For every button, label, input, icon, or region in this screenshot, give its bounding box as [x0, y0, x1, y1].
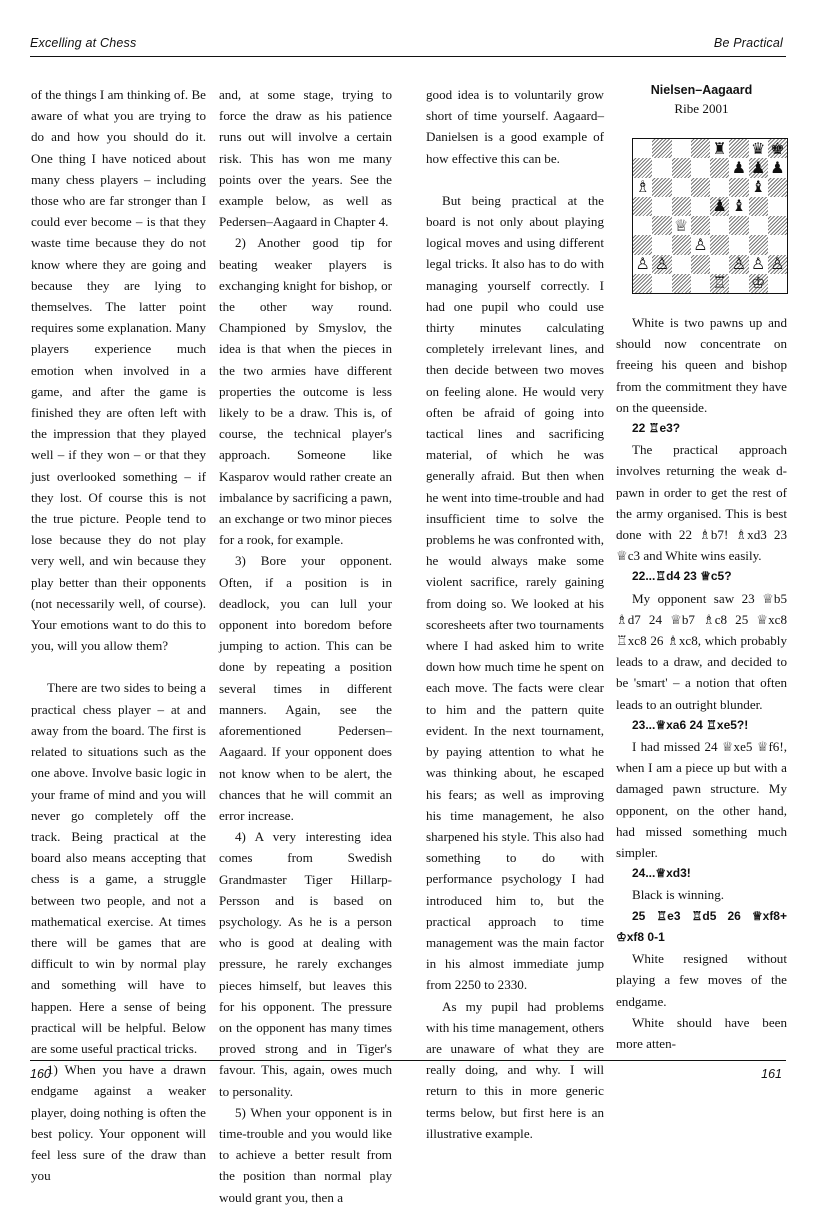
board-square [672, 139, 691, 158]
board-square [710, 216, 729, 235]
board-square [672, 158, 691, 177]
paragraph: 5) When your opponent is in time-trouble and you would like to achieve a better result from the position than normal play would grant you, then a [219, 1104, 392, 1205]
board-square [768, 158, 787, 177]
board-square [691, 197, 710, 216]
paragraph: There are two sides to being a practical chess player – at and away from the board. The first is related to situations such as the one above. Involve basic logic in your frame of mind and you will never go completely off the track. Being practical at the board also means accepting that chess is a game, a struggle between two people, and not a mathematical exercise. At times there will be games that are difficult to win by normal play and something will have to happen. Here a sense of being practical will be helpful. Below are some useful practical tricks. [31, 680, 206, 1056]
paragraph: Black is winning. [632, 887, 725, 903]
board-square [749, 158, 768, 177]
paragraph: 2) Another good tip for beating weaker players is exchanging knight for bishop, or the other way round. Championed by Smyslov, the idea is that when the pieces in the two armies have different properties the outcome is less likely to be a draw. This is, of course, the technical player's approach. Someone like Kasparov would rather create an imbalance by sacrificing a pawn, an exchange or two minor pieces for a rook, for example. [219, 235, 392, 548]
chess-piece: ♗ [635, 177, 650, 197]
board-square [710, 255, 729, 274]
chess-piece: ♜ [712, 138, 727, 158]
chess-piece: ♙ [770, 254, 785, 274]
paragraph: and, at some stage, trying to force the draw as his patience runs out will involve a certain risk. This has won me many points over the years. See the example below, as well as Pedersen–Aagaard in Chapter 4. [219, 87, 392, 230]
chess-piece: ♟ [770, 157, 785, 177]
paragraph: I had missed 24 ♕xe5 ♕f6!, when I am a piece up but with a damaged pawn structure. My opponent, on the other hand, had missed something much simpler. [616, 739, 787, 861]
board-square [710, 235, 729, 254]
chess-piece: ♟ [731, 157, 747, 177]
board-square [652, 255, 671, 274]
board-square [749, 216, 768, 235]
board-square [652, 139, 671, 158]
board-square [729, 255, 748, 274]
board-square [710, 274, 729, 293]
board-square [691, 235, 710, 254]
paragraph: of the things I am thinking of. Be aware of what you are trying to do and how you should do it. One thing I have noticed about many chess players – including those who are far stronger than I could ever become – is that they waste time because they do not know where they are going and because they are lying to themselves. The latter point requires some explanation. Many players experience much emotion when involved in a game, and after the game is finished they are often left with the impression that they played well – if they won – or that they just overlooked something – if they lost. Of course this is not the true picture. People tend to lose because they do not play very well, and win because they play better than their opponents (not necessarily well, of course). Your emotions want to do this to you, will you allow them? [31, 87, 206, 654]
paragraph: 4) A very interesting idea comes from Swedish Grandmaster Tiger Hillarp-Persson and is based on psychology. As he is a person who is good at dealing with pressure, he rarely exchanges pieces himself, but leaves this for his opponent. The pressure on the opponent has many times proved strong and in Tiger's favour. This, again, owes much to personality. [219, 829, 392, 1099]
column-3 [426, 84, 604, 1144]
board-square [749, 139, 768, 158]
board-square [672, 216, 691, 235]
move-text: 25 ♖e3 ♖d5 26 ♕xf8+ ♔xf8 0-1 [616, 908, 787, 944]
move-text: 22 ♖e3? [632, 421, 681, 436]
board-square [749, 274, 768, 293]
board-square [768, 255, 787, 274]
game-event: Ribe 2001 [674, 101, 729, 116]
chess-piece: ♙ [654, 254, 670, 274]
chess-diagram [632, 138, 788, 294]
column-1 [31, 84, 206, 1186]
board-square [710, 197, 729, 216]
chess-board [633, 139, 787, 293]
chess-piece: ♟ [750, 157, 766, 177]
paragraph: White should have been more atten- [616, 1014, 787, 1051]
board-square [768, 274, 787, 293]
paragraph: But being practical at the board is not only about playing logical moves and using different legal tricks. It also has to do with managing yourself correctly. I had one pupil who could use thirty minutes calculating completely irrelevant lines, and then decide between two moves on feeling alone. He would very often be afraid of going into tactical lines and sacrificing material, of which he was generally afraid. But then when he went into time-trouble and had insufficient time to solve the problems he was confronted with, he would always make some violent sacrifice, rarely gaining from doing so. We looked at his scoresheets after two tournaments where I had asked him to write down how much time he spent on each move. The facts were clear to him and the pattern quite evident. In the next tournament, by paying attention to what he was thinking about, he escaped his fears; as well as improving his time management, he also sharpened his style. This also had something to do with performance psychology I had introduced him to, but the practical approach to time management was the main factor in his almost immediate jump from 2250 to 2330. [426, 192, 604, 993]
board-square [633, 158, 652, 177]
board-square [768, 235, 787, 254]
move-text: 22...♖d4 23 ♕c5? [632, 569, 732, 584]
footer-rule [30, 1060, 786, 1061]
chess-piece: ♖ [712, 273, 727, 293]
board-square [672, 197, 691, 216]
board-square [768, 139, 787, 158]
board-square [652, 235, 671, 254]
board-square [710, 158, 729, 177]
move-text: 23...♕xa6 24 ♖xe5?! [632, 717, 749, 732]
board-square [633, 197, 652, 216]
board-square [749, 255, 768, 274]
paragraph: As my pupil had problems with his time management, others are unaware of what they are really doing, and why. I will return to this in more generic terms below, but first here is an illustrative example. [426, 998, 604, 1141]
board-square [729, 178, 748, 197]
running-header-right: Be Practical [713, 36, 783, 50]
board-square [633, 274, 652, 293]
chess-piece: ♙ [731, 254, 747, 274]
paragraph: good idea is to voluntarily grow short of time yourself. Aagaard–Danielsen is a good example of how effective this can be. [426, 87, 604, 166]
chess-piece: ♟ [712, 196, 727, 216]
board-square [749, 197, 768, 216]
chess-piece: ♚ [770, 138, 785, 158]
board-square [729, 274, 748, 293]
board-square [768, 197, 787, 216]
move-text: 24...♕xd3! [632, 866, 691, 881]
game-title: Nielsen–Aagaard [650, 83, 753, 97]
board-square [633, 235, 652, 254]
page-number-left: 160 [30, 1067, 51, 1081]
page-number-right: 161 [761, 1067, 782, 1081]
board-square [691, 274, 710, 293]
board-square [691, 255, 710, 274]
board-square [652, 216, 671, 235]
chess-piece: ♕ [673, 215, 689, 235]
paragraph: The practical approach involves returning the weak d-pawn in order to get the rest of the army organised. This is best done with 22 ♗b7! ♗xd3 23 ♕c3 and White wins easily. [616, 442, 787, 564]
paragraph: White resigned without playing a few moves of the endgame. [616, 951, 787, 1009]
board-square [710, 178, 729, 197]
board-square [729, 216, 748, 235]
board-square [672, 255, 691, 274]
chess-piece: ♙ [635, 254, 650, 274]
chess-piece: ♝ [731, 196, 747, 216]
board-square [768, 178, 787, 197]
paragraph: My opponent saw 23 ♕b5 ♗d7 24 ♕b7 ♗c8 25 ♕xc8 ♖xc8 26 ♗xc8, which probably leads to a draw, and decided to be 'smart' – a notion that often leads to an outright blunder. [616, 590, 787, 712]
header-rule [30, 56, 786, 57]
board-square [633, 216, 652, 235]
board-square [633, 255, 652, 274]
paragraph: 1) When you have a drawn endgame against a weaker player, doing nothing is often the best policy. Your opponent will feel less sure of the draw than you [31, 1062, 206, 1184]
board-square [691, 158, 710, 177]
paragraph: 3) Bore your opponent. Often, if a position is in deadlock, you can lull your opponent into boredom before jumping to action. This can be done by repeating a position several times in different manners. Again, see the aforementioned Pedersen–Aagaard. If your opponent does not know when to be alert, the chances that he will commit an error increase. [219, 553, 392, 823]
board-square [749, 235, 768, 254]
chess-piece: ♛ [750, 138, 766, 158]
board-square [729, 139, 748, 158]
board-square [729, 197, 748, 216]
board-square [652, 274, 671, 293]
chess-piece: ♝ [750, 177, 766, 197]
board-square [633, 178, 652, 197]
paragraph: White is two pawns up and should now concentrate on freeing his queen and bishop from the commitment they have on the queenside. [616, 315, 787, 415]
running-header-left: Excelling at Chess [30, 36, 137, 50]
board-square [633, 139, 652, 158]
board-square [691, 178, 710, 197]
chess-piece: ♔ [750, 273, 766, 293]
board-square [652, 178, 671, 197]
board-square [729, 235, 748, 254]
board-square [691, 139, 710, 158]
board-square [672, 235, 691, 254]
board-square [652, 197, 671, 216]
chess-piece: ♙ [750, 254, 766, 274]
board-square [749, 178, 768, 197]
board-square [691, 216, 710, 235]
board-square [729, 158, 748, 177]
column-4 [616, 84, 787, 1054]
board-square [672, 274, 691, 293]
board-square [768, 216, 787, 235]
column-2 [219, 84, 392, 1208]
board-square [652, 158, 671, 177]
chess-piece: ♙ [693, 234, 708, 254]
board-square [672, 178, 691, 197]
board-square [710, 139, 729, 158]
